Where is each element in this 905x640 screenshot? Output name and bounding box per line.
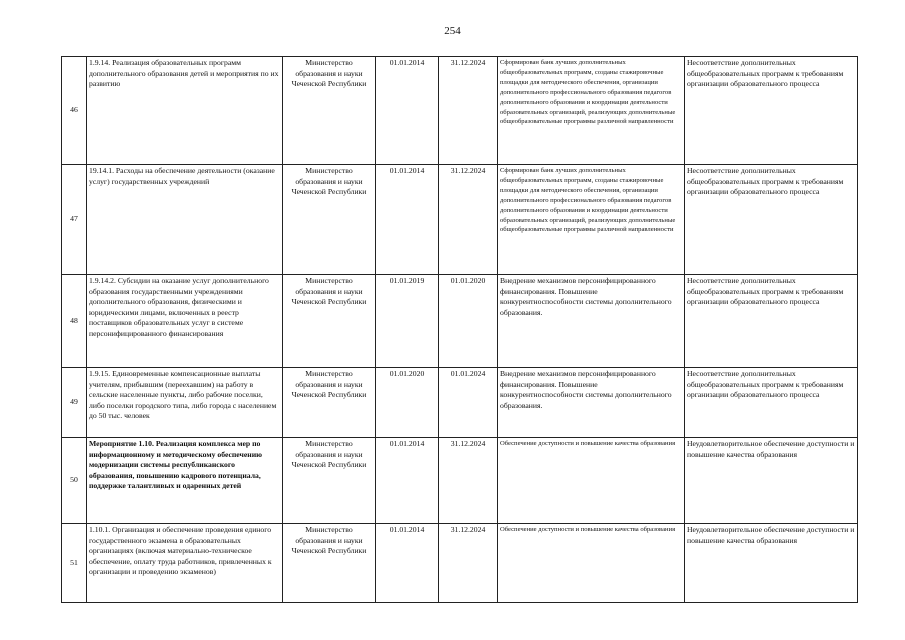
expected-result: Обеспечение доступности и повышение качества образования [498,524,685,603]
non-implementation-consequence: Несоответствие дополнительных общеобразовательных программ к требованиям организации образовательного процесса [685,57,858,165]
expected-result: Сформирован банк лучших дополнительных общеобразовательных программ, созданы стажировочные площадки для методического обеспечения, организации дополнительного профессионального образования педагогов дополнительного образования и координации деятельности образовательных организаций, реализующих дополнительные общеобразовательные программы различной направленности [498,165,685,275]
end-date: 01.01.2024 [439,368,498,438]
row-number: 46 [62,57,87,165]
row-number: 50 [62,438,87,524]
start-date: 01.01.2019 [376,275,439,368]
responsible-executor: Министерство образования и науки Чеченской Республики [283,275,376,368]
responsible-executor: Министерство образования и науки Чеченской Республики [283,524,376,603]
activity-name: 1.10.1. Организация и обеспечение проведения единого государственного экзамена в образовательных организациях (включая материально-техническое обеспечение, оплату труда работников, привлеченных к организации и проведению экзаменов) [87,524,283,603]
row-number: 51 [62,524,87,603]
end-date: 31.12.2024 [439,57,498,165]
program-activities-table [61,56,858,603]
expected-result: Внедрение механизмов персонифицированного финансирования. Повышение конкурентноспособности системы дополнительного образования. [498,368,685,438]
table-row [62,165,858,275]
table-row [62,524,858,603]
activity-name: 1.9.15. Единовременные компенсационные выплаты учителям, прибывшим (переехавшим) на работу в сельские населенные пункты, либо рабочие поселки, либо поселки городского типа, либо города с населением до 50 тыс. человек [87,368,283,438]
activity-name: 1.9.14. Реализация образовательных программ дополнительного образования детей и мероприятия по их развитию [87,57,283,165]
end-date: 31.12.2024 [439,438,498,524]
activity-name: 19.14.1. Расходы на обеспечение деятельности (оказание услуг) государственных учреждений [87,165,283,275]
start-date: 01.01.2014 [376,524,439,603]
table-row [62,275,858,368]
table-body [62,57,858,603]
responsible-executor: Министерство образования и науки Чеченской Республики [283,57,376,165]
page-number: 254 [444,25,461,37]
expected-result: Внедрение механизмов персонифицированного финансирования. Повышение конкурентноспособности системы дополнительного образования. [498,275,685,368]
non-implementation-consequence: Несоответствие дополнительных общеобразовательных программ к требованиям организации образовательного процесса [685,165,858,275]
start-date: 01.01.2020 [376,368,439,438]
activity-name: 1.9.14.2. Субсидии на оказание услуг дополнительного образования государственными учреждениями дополнительного образования, физическими и юридическими лицами, включенных в реестр поставщиков образовательных услуг в системе персонифицированного финансирования [87,275,283,368]
expected-result: Сформирован банк лучших дополнительных общеобразовательных программ, созданы стажировочные площадки для методического обеспечения, организации дополнительного профессионального образования педагогов дополнительного образования и координации деятельности образовательных организаций, реализующих дополнительные общеобразовательные программы различной направленности [498,57,685,165]
table-row [62,57,858,165]
activity-name: Мероприятие 1.10. Реализация комплекса мер по информационному и методическому обеспечению модернизации системы республиканского образования, повышению кадрового потенциала, поддержке талантливых и одаренных детей [87,438,283,524]
table-row [62,438,858,524]
non-implementation-consequence: Несоответствие дополнительных общеобразовательных программ к требованиям организации образовательного процесса [685,368,858,438]
responsible-executor: Министерство образования и науки Чеченской Республики [283,438,376,524]
start-date: 01.01.2014 [376,438,439,524]
non-implementation-consequence: Несоответствие дополнительных общеобразовательных программ к требованиям организации образовательного процесса [685,275,858,368]
end-date: 31.12.2024 [439,165,498,275]
row-number: 47 [62,165,87,275]
row-number: 49 [62,368,87,438]
table-row [62,368,858,438]
responsible-executor: Министерство образования и науки Чеченской Республики [283,165,376,275]
start-date: 01.01.2014 [376,165,439,275]
responsible-executor: Министерство образования и науки Чеченской Республики [283,368,376,438]
start-date: 01.01.2014 [376,57,439,165]
non-implementation-consequence: Неудовлетворительное обеспечение доступности и повышение качества образования [685,524,858,603]
expected-result: Обеспечение доступности и повышение качества образования [498,438,685,524]
row-number: 48 [62,275,87,368]
end-date: 31.12.2024 [439,524,498,603]
non-implementation-consequence: Неудовлетворительное обеспечение доступности и повышение качества образования [685,438,858,524]
end-date: 01.01.2020 [439,275,498,368]
